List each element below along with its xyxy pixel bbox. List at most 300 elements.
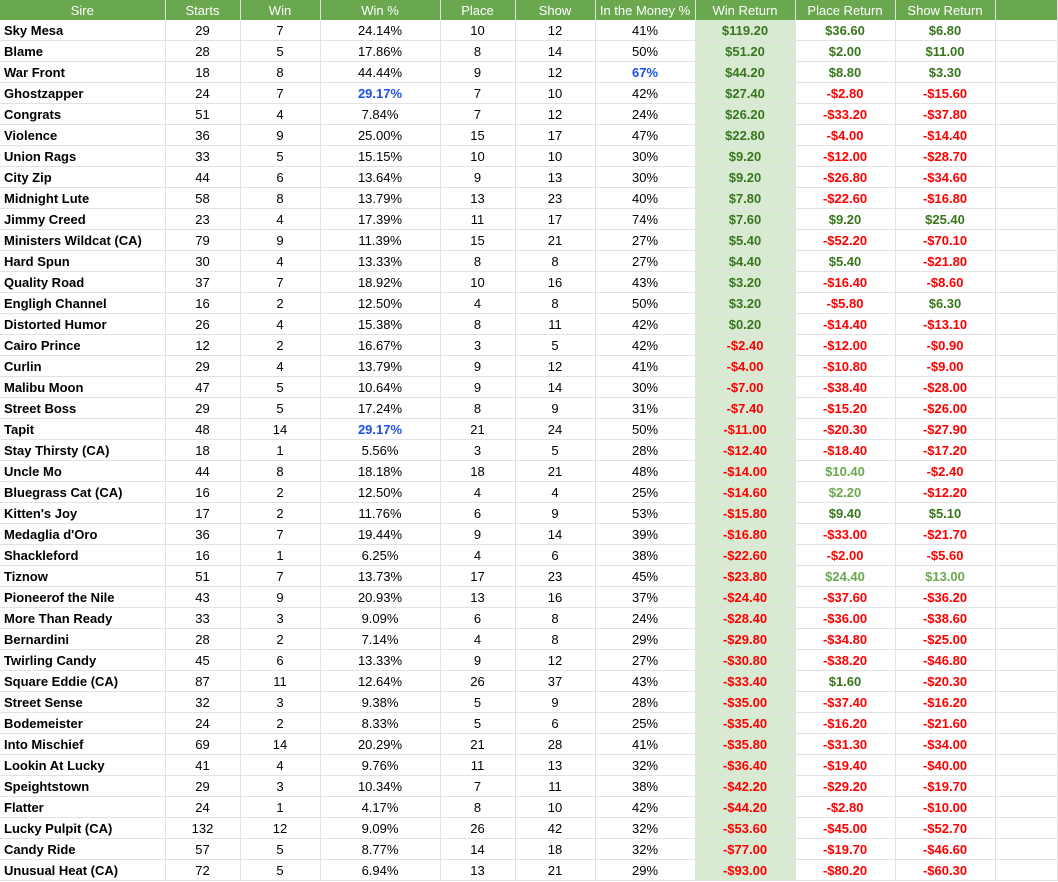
sire-cell[interactable]: Bernardini <box>0 629 165 650</box>
win-cell[interactable]: 5 <box>240 839 320 860</box>
show-return-cell[interactable]: -$0.90 <box>895 335 995 356</box>
win-cell[interactable]: 7 <box>240 272 320 293</box>
sire-cell[interactable]: Tapit <box>0 419 165 440</box>
place-return-cell[interactable]: -$33.20 <box>795 104 895 125</box>
win-cell[interactable]: 6 <box>240 650 320 671</box>
show-return-cell[interactable]: -$21.70 <box>895 524 995 545</box>
show-cell[interactable]: 16 <box>515 272 595 293</box>
win-return-cell[interactable]: -$7.00 <box>695 377 795 398</box>
win-cell[interactable]: 9 <box>240 587 320 608</box>
show-cell[interactable]: 9 <box>515 503 595 524</box>
place-cell[interactable]: 8 <box>440 41 515 62</box>
win-return-cell[interactable]: -$11.00 <box>695 419 795 440</box>
show-return-cell[interactable]: -$46.80 <box>895 650 995 671</box>
win-cell[interactable]: 12 <box>240 818 320 839</box>
show-return-cell[interactable]: $3.30 <box>895 62 995 83</box>
win-return-cell[interactable]: -$33.40 <box>695 671 795 692</box>
place-cell[interactable]: 21 <box>440 419 515 440</box>
win-return-cell[interactable]: $27.40 <box>695 83 795 104</box>
win-pct-cell[interactable]: 12.50% <box>320 293 440 314</box>
win-pct-cell[interactable]: 4.17% <box>320 797 440 818</box>
header-place[interactable]: Place <box>440 0 515 20</box>
win-cell[interactable]: 4 <box>240 209 320 230</box>
show-cell[interactable]: 12 <box>515 20 595 41</box>
place-cell[interactable]: 17 <box>440 566 515 587</box>
empty-cell[interactable] <box>995 83 1057 104</box>
in-the-money-cell[interactable]: 42% <box>595 314 695 335</box>
empty-cell[interactable] <box>995 167 1057 188</box>
place-cell[interactable]: 7 <box>440 104 515 125</box>
win-pct-cell[interactable]: 44.44% <box>320 62 440 83</box>
win-cell[interactable]: 8 <box>240 188 320 209</box>
empty-cell[interactable] <box>995 566 1057 587</box>
win-pct-cell[interactable]: 7.14% <box>320 629 440 650</box>
place-cell[interactable]: 6 <box>440 503 515 524</box>
header-starts[interactable]: Starts <box>165 0 240 20</box>
show-return-cell[interactable]: -$38.60 <box>895 608 995 629</box>
win-return-cell[interactable]: $4.40 <box>695 251 795 272</box>
empty-cell[interactable] <box>995 524 1057 545</box>
empty-cell[interactable] <box>995 251 1057 272</box>
in-the-money-cell[interactable]: 29% <box>595 629 695 650</box>
place-return-cell[interactable]: -$38.40 <box>795 377 895 398</box>
show-return-cell[interactable]: $11.00 <box>895 41 995 62</box>
starts-cell[interactable]: 23 <box>165 209 240 230</box>
in-the-money-cell[interactable]: 30% <box>595 167 695 188</box>
sire-cell[interactable]: Shackleford <box>0 545 165 566</box>
empty-cell[interactable] <box>995 419 1057 440</box>
empty-cell[interactable] <box>995 503 1057 524</box>
show-cell[interactable]: 9 <box>515 692 595 713</box>
win-pct-cell[interactable]: 13.79% <box>320 356 440 377</box>
empty-cell[interactable] <box>995 650 1057 671</box>
win-return-cell[interactable]: -$4.00 <box>695 356 795 377</box>
starts-cell[interactable]: 29 <box>165 20 240 41</box>
win-return-cell[interactable]: $5.40 <box>695 230 795 251</box>
win-pct-cell[interactable]: 17.86% <box>320 41 440 62</box>
in-the-money-cell[interactable]: 40% <box>595 188 695 209</box>
win-cell[interactable]: 5 <box>240 377 320 398</box>
show-return-cell[interactable]: $25.40 <box>895 209 995 230</box>
place-return-cell[interactable]: -$10.80 <box>795 356 895 377</box>
place-return-cell[interactable]: -$31.30 <box>795 734 895 755</box>
in-the-money-cell[interactable]: 31% <box>595 398 695 419</box>
show-return-cell[interactable]: -$36.20 <box>895 587 995 608</box>
win-cell[interactable]: 4 <box>240 104 320 125</box>
win-pct-cell[interactable]: 18.92% <box>320 272 440 293</box>
sire-cell[interactable]: Blame <box>0 41 165 62</box>
show-cell[interactable]: 6 <box>515 713 595 734</box>
in-the-money-cell[interactable]: 27% <box>595 230 695 251</box>
place-cell[interactable]: 6 <box>440 608 515 629</box>
empty-cell[interactable] <box>995 62 1057 83</box>
starts-cell[interactable]: 32 <box>165 692 240 713</box>
place-cell[interactable]: 9 <box>440 356 515 377</box>
empty-cell[interactable] <box>995 20 1057 41</box>
place-return-cell[interactable]: $1.60 <box>795 671 895 692</box>
win-return-cell[interactable]: -$12.40 <box>695 440 795 461</box>
win-cell[interactable]: 8 <box>240 62 320 83</box>
win-pct-cell[interactable]: 18.18% <box>320 461 440 482</box>
sire-cell[interactable]: Midnight Lute <box>0 188 165 209</box>
in-the-money-cell[interactable]: 42% <box>595 335 695 356</box>
place-return-cell[interactable]: $5.40 <box>795 251 895 272</box>
win-return-cell[interactable]: -$35.40 <box>695 713 795 734</box>
show-cell[interactable]: 12 <box>515 104 595 125</box>
place-return-cell[interactable]: -$15.20 <box>795 398 895 419</box>
place-cell[interactable]: 10 <box>440 272 515 293</box>
win-cell[interactable]: 1 <box>240 797 320 818</box>
win-pct-cell[interactable]: 5.56% <box>320 440 440 461</box>
sire-cell[interactable]: City Zip <box>0 167 165 188</box>
win-cell[interactable]: 1 <box>240 545 320 566</box>
show-return-cell[interactable]: -$10.00 <box>895 797 995 818</box>
show-cell[interactable]: 37 <box>515 671 595 692</box>
place-cell[interactable]: 13 <box>440 587 515 608</box>
show-return-cell[interactable]: -$28.00 <box>895 377 995 398</box>
sire-cell[interactable]: Into Mischief <box>0 734 165 755</box>
in-the-money-cell[interactable]: 41% <box>595 734 695 755</box>
empty-cell[interactable] <box>995 377 1057 398</box>
in-the-money-cell[interactable]: 47% <box>595 125 695 146</box>
win-return-cell[interactable]: $22.80 <box>695 125 795 146</box>
win-cell[interactable]: 11 <box>240 671 320 692</box>
starts-cell[interactable]: 29 <box>165 776 240 797</box>
win-cell[interactable]: 7 <box>240 83 320 104</box>
win-cell[interactable]: 5 <box>240 398 320 419</box>
place-return-cell[interactable]: $9.40 <box>795 503 895 524</box>
win-cell[interactable]: 2 <box>240 629 320 650</box>
show-cell[interactable]: 14 <box>515 524 595 545</box>
empty-cell[interactable] <box>995 713 1057 734</box>
starts-cell[interactable]: 28 <box>165 41 240 62</box>
in-the-money-cell[interactable]: 41% <box>595 356 695 377</box>
empty-cell[interactable] <box>995 797 1057 818</box>
place-return-cell[interactable]: -$2.80 <box>795 83 895 104</box>
starts-cell[interactable]: 36 <box>165 524 240 545</box>
show-return-cell[interactable]: -$13.10 <box>895 314 995 335</box>
in-the-money-cell[interactable]: 25% <box>595 482 695 503</box>
win-pct-cell[interactable]: 24.14% <box>320 20 440 41</box>
place-cell[interactable]: 4 <box>440 545 515 566</box>
place-cell[interactable]: 15 <box>440 230 515 251</box>
show-cell[interactable]: 12 <box>515 650 595 671</box>
starts-cell[interactable]: 16 <box>165 482 240 503</box>
show-cell[interactable]: 4 <box>515 482 595 503</box>
win-return-cell[interactable]: -$22.60 <box>695 545 795 566</box>
win-cell[interactable]: 3 <box>240 608 320 629</box>
show-return-cell[interactable]: -$20.30 <box>895 671 995 692</box>
in-the-money-cell[interactable]: 41% <box>595 20 695 41</box>
empty-cell[interactable] <box>995 482 1057 503</box>
in-the-money-cell[interactable]: 29% <box>595 860 695 881</box>
starts-cell[interactable]: 51 <box>165 104 240 125</box>
sire-cell[interactable]: Sky Mesa <box>0 20 165 41</box>
header-in-the-money-pct[interactable]: In the Money % <box>595 0 695 20</box>
starts-cell[interactable]: 33 <box>165 146 240 167</box>
show-return-cell[interactable]: -$2.40 <box>895 461 995 482</box>
win-cell[interactable]: 7 <box>240 20 320 41</box>
in-the-money-cell[interactable]: 67% <box>595 62 695 83</box>
win-return-cell[interactable]: -$35.00 <box>695 692 795 713</box>
win-return-cell[interactable]: -$44.20 <box>695 797 795 818</box>
starts-cell[interactable]: 41 <box>165 755 240 776</box>
place-cell[interactable]: 4 <box>440 629 515 650</box>
win-pct-cell[interactable]: 11.76% <box>320 503 440 524</box>
in-the-money-cell[interactable]: 42% <box>595 83 695 104</box>
win-pct-cell[interactable]: 9.38% <box>320 692 440 713</box>
in-the-money-cell[interactable]: 50% <box>595 293 695 314</box>
win-pct-cell[interactable]: 6.25% <box>320 545 440 566</box>
win-pct-cell[interactable]: 25.00% <box>320 125 440 146</box>
win-cell[interactable]: 8 <box>240 461 320 482</box>
win-cell[interactable]: 14 <box>240 419 320 440</box>
win-cell[interactable]: 4 <box>240 755 320 776</box>
empty-cell[interactable] <box>995 125 1057 146</box>
show-return-cell[interactable]: $13.00 <box>895 566 995 587</box>
sire-cell[interactable]: Congrats <box>0 104 165 125</box>
place-return-cell[interactable]: -$52.20 <box>795 230 895 251</box>
win-pct-cell[interactable]: 15.15% <box>320 146 440 167</box>
sire-cell[interactable]: Quality Road <box>0 272 165 293</box>
sire-cell[interactable]: Ministers Wildcat (CA) <box>0 230 165 251</box>
sire-cell[interactable]: Twirling Candy <box>0 650 165 671</box>
place-return-cell[interactable]: -$16.20 <box>795 713 895 734</box>
place-return-cell[interactable]: -$34.80 <box>795 629 895 650</box>
win-pct-cell[interactable]: 12.50% <box>320 482 440 503</box>
place-cell[interactable]: 4 <box>440 293 515 314</box>
sire-cell[interactable]: Flatter <box>0 797 165 818</box>
sire-cell[interactable]: Bluegrass Cat (CA) <box>0 482 165 503</box>
starts-cell[interactable]: 12 <box>165 335 240 356</box>
starts-cell[interactable]: 26 <box>165 314 240 335</box>
place-cell[interactable]: 9 <box>440 524 515 545</box>
win-return-cell[interactable]: $0.20 <box>695 314 795 335</box>
show-cell[interactable]: 23 <box>515 188 595 209</box>
show-return-cell[interactable]: -$46.60 <box>895 839 995 860</box>
win-return-cell[interactable]: -$35.80 <box>695 734 795 755</box>
sire-cell[interactable]: Violence <box>0 125 165 146</box>
place-return-cell[interactable]: $2.20 <box>795 482 895 503</box>
place-return-cell[interactable]: -$20.30 <box>795 419 895 440</box>
place-return-cell[interactable]: -$2.00 <box>795 545 895 566</box>
show-return-cell[interactable]: -$60.30 <box>895 860 995 881</box>
in-the-money-cell[interactable]: 50% <box>595 41 695 62</box>
empty-cell[interactable] <box>995 440 1057 461</box>
sire-cell[interactable]: Tiznow <box>0 566 165 587</box>
show-return-cell[interactable]: -$8.60 <box>895 272 995 293</box>
empty-cell[interactable] <box>995 293 1057 314</box>
win-cell[interactable]: 6 <box>240 167 320 188</box>
starts-cell[interactable]: 36 <box>165 125 240 146</box>
header-win-return[interactable]: Win Return <box>695 0 795 20</box>
in-the-money-cell[interactable]: 48% <box>595 461 695 482</box>
win-return-cell[interactable]: $3.20 <box>695 272 795 293</box>
win-return-cell[interactable]: -$77.00 <box>695 839 795 860</box>
place-cell[interactable]: 10 <box>440 20 515 41</box>
empty-cell[interactable] <box>995 545 1057 566</box>
in-the-money-cell[interactable]: 39% <box>595 524 695 545</box>
show-return-cell[interactable]: -$26.00 <box>895 398 995 419</box>
win-return-cell[interactable]: $26.20 <box>695 104 795 125</box>
sire-cell[interactable]: Lookin At Lucky <box>0 755 165 776</box>
win-cell[interactable]: 7 <box>240 524 320 545</box>
win-cell[interactable]: 7 <box>240 566 320 587</box>
place-return-cell[interactable]: -$4.00 <box>795 125 895 146</box>
win-pct-cell[interactable]: 10.34% <box>320 776 440 797</box>
place-return-cell[interactable]: -$5.80 <box>795 293 895 314</box>
win-pct-cell[interactable]: 13.79% <box>320 188 440 209</box>
in-the-money-cell[interactable]: 27% <box>595 251 695 272</box>
win-return-cell[interactable]: -$53.60 <box>695 818 795 839</box>
show-cell[interactable]: 17 <box>515 209 595 230</box>
place-return-cell[interactable]: -$12.00 <box>795 146 895 167</box>
empty-cell[interactable] <box>995 755 1057 776</box>
in-the-money-cell[interactable]: 28% <box>595 440 695 461</box>
win-pct-cell[interactable]: 6.94% <box>320 860 440 881</box>
place-return-cell[interactable]: -$26.80 <box>795 167 895 188</box>
sire-cell[interactable]: Street Boss <box>0 398 165 419</box>
starts-cell[interactable]: 44 <box>165 461 240 482</box>
show-cell[interactable]: 8 <box>515 293 595 314</box>
place-return-cell[interactable]: -$18.40 <box>795 440 895 461</box>
win-return-cell[interactable]: $7.60 <box>695 209 795 230</box>
place-cell[interactable]: 9 <box>440 377 515 398</box>
show-cell[interactable]: 10 <box>515 146 595 167</box>
win-return-cell[interactable]: $9.20 <box>695 146 795 167</box>
empty-cell[interactable] <box>995 608 1057 629</box>
place-cell[interactable]: 15 <box>440 125 515 146</box>
win-cell[interactable]: 1 <box>240 440 320 461</box>
place-cell[interactable]: 26 <box>440 671 515 692</box>
win-cell[interactable]: 4 <box>240 356 320 377</box>
place-return-cell[interactable]: -$38.20 <box>795 650 895 671</box>
show-return-cell[interactable]: $5.10 <box>895 503 995 524</box>
win-cell[interactable]: 3 <box>240 776 320 797</box>
place-cell[interactable]: 8 <box>440 398 515 419</box>
in-the-money-cell[interactable]: 38% <box>595 545 695 566</box>
win-return-cell[interactable]: -$93.00 <box>695 860 795 881</box>
place-return-cell[interactable]: -$19.40 <box>795 755 895 776</box>
place-cell[interactable]: 11 <box>440 209 515 230</box>
empty-cell[interactable] <box>995 272 1057 293</box>
empty-cell[interactable] <box>995 104 1057 125</box>
win-pct-cell[interactable]: 17.24% <box>320 398 440 419</box>
empty-cell[interactable] <box>995 41 1057 62</box>
show-return-cell[interactable]: -$17.20 <box>895 440 995 461</box>
win-cell[interactable]: 2 <box>240 293 320 314</box>
sire-cell[interactable]: Bodemeister <box>0 713 165 734</box>
in-the-money-cell[interactable]: 43% <box>595 272 695 293</box>
place-return-cell[interactable]: $9.20 <box>795 209 895 230</box>
win-pct-cell[interactable]: 19.44% <box>320 524 440 545</box>
empty-cell[interactable] <box>995 839 1057 860</box>
win-pct-cell[interactable]: 29.17% <box>320 419 440 440</box>
empty-cell[interactable] <box>995 692 1057 713</box>
win-return-cell[interactable]: -$2.40 <box>695 335 795 356</box>
win-pct-cell[interactable]: 11.39% <box>320 230 440 251</box>
show-return-cell[interactable]: -$37.80 <box>895 104 995 125</box>
place-return-cell[interactable]: -$22.60 <box>795 188 895 209</box>
place-cell[interactable]: 7 <box>440 776 515 797</box>
place-cell[interactable]: 7 <box>440 83 515 104</box>
sire-cell[interactable]: Kitten's Joy <box>0 503 165 524</box>
place-cell[interactable]: 13 <box>440 188 515 209</box>
show-cell[interactable]: 12 <box>515 62 595 83</box>
place-return-cell[interactable]: -$36.00 <box>795 608 895 629</box>
place-cell[interactable]: 9 <box>440 167 515 188</box>
sire-cell[interactable]: Jimmy Creed <box>0 209 165 230</box>
win-pct-cell[interactable]: 9.76% <box>320 755 440 776</box>
show-return-cell[interactable]: -$25.00 <box>895 629 995 650</box>
show-cell[interactable]: 11 <box>515 776 595 797</box>
starts-cell[interactable]: 16 <box>165 293 240 314</box>
win-cell[interactable]: 2 <box>240 713 320 734</box>
win-pct-cell[interactable]: 13.64% <box>320 167 440 188</box>
show-return-cell[interactable]: -$19.70 <box>895 776 995 797</box>
sire-cell[interactable]: Uncle Mo <box>0 461 165 482</box>
show-return-cell[interactable]: -$15.60 <box>895 83 995 104</box>
empty-cell[interactable] <box>995 209 1057 230</box>
place-cell[interactable]: 3 <box>440 335 515 356</box>
place-cell[interactable]: 18 <box>440 461 515 482</box>
win-cell[interactable]: 9 <box>240 125 320 146</box>
win-pct-cell[interactable]: 13.33% <box>320 650 440 671</box>
show-cell[interactable]: 10 <box>515 797 595 818</box>
empty-cell[interactable] <box>995 398 1057 419</box>
in-the-money-cell[interactable]: 32% <box>595 755 695 776</box>
empty-cell[interactable] <box>995 587 1057 608</box>
show-cell[interactable]: 12 <box>515 356 595 377</box>
place-return-cell[interactable]: -$12.00 <box>795 335 895 356</box>
win-return-cell[interactable]: $44.20 <box>695 62 795 83</box>
sire-cell[interactable]: Pioneerof the Nile <box>0 587 165 608</box>
show-return-cell[interactable]: -$14.40 <box>895 125 995 146</box>
sire-cell[interactable]: Ghostzapper <box>0 83 165 104</box>
starts-cell[interactable]: 18 <box>165 62 240 83</box>
place-return-cell[interactable]: $36.60 <box>795 20 895 41</box>
win-pct-cell[interactable]: 8.77% <box>320 839 440 860</box>
place-return-cell[interactable]: -$45.00 <box>795 818 895 839</box>
place-cell[interactable]: 5 <box>440 692 515 713</box>
place-cell[interactable]: 9 <box>440 650 515 671</box>
win-return-cell[interactable]: $119.20 <box>695 20 795 41</box>
place-cell[interactable]: 3 <box>440 440 515 461</box>
show-return-cell[interactable]: -$27.90 <box>895 419 995 440</box>
place-cell[interactable]: 4 <box>440 482 515 503</box>
empty-cell[interactable] <box>995 230 1057 251</box>
place-cell[interactable]: 21 <box>440 734 515 755</box>
sire-cell[interactable]: Union Rags <box>0 146 165 167</box>
show-return-cell[interactable]: -$40.00 <box>895 755 995 776</box>
show-return-cell[interactable]: -$70.10 <box>895 230 995 251</box>
win-return-cell[interactable]: $9.20 <box>695 167 795 188</box>
show-cell[interactable]: 42 <box>515 818 595 839</box>
place-return-cell[interactable]: $24.40 <box>795 566 895 587</box>
win-pct-cell[interactable]: 9.09% <box>320 818 440 839</box>
show-return-cell[interactable]: -$52.70 <box>895 818 995 839</box>
empty-cell[interactable] <box>995 671 1057 692</box>
win-pct-cell[interactable]: 13.73% <box>320 566 440 587</box>
empty-cell[interactable] <box>995 776 1057 797</box>
in-the-money-cell[interactable]: 45% <box>595 566 695 587</box>
win-pct-cell[interactable]: 29.17% <box>320 83 440 104</box>
win-return-cell[interactable]: -$36.40 <box>695 755 795 776</box>
in-the-money-cell[interactable]: 32% <box>595 839 695 860</box>
in-the-money-cell[interactable]: 42% <box>595 797 695 818</box>
place-return-cell[interactable]: -$37.60 <box>795 587 895 608</box>
place-cell[interactable]: 8 <box>440 797 515 818</box>
